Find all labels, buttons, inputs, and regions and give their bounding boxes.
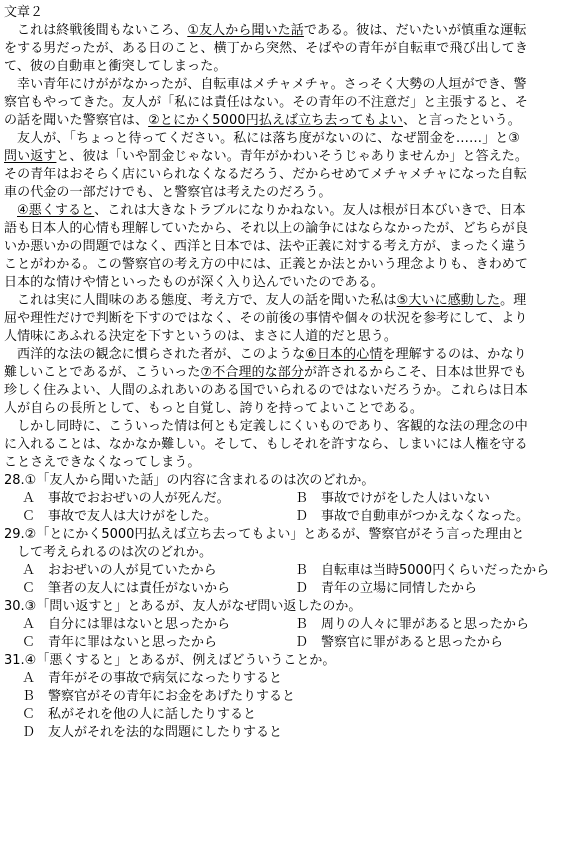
text-line: ことがわかる。この警察官の考え方の中には、正義とか法とかいう理念よりも、きわめて [4,257,529,272]
option-b[interactable]: Ｂ 自転車は当時5000円くらいだったから [295,563,550,578]
passage-paragraph-7 [4,418,572,472]
option-a[interactable]: Ａ おおぜいの人が見ていたから [22,563,217,578]
text-line: 察官もやってきた。友人が「私には責任はない。その青年の不注意だ」と主張すると、そ [4,95,529,110]
text-span: と、彼は「いや罰金じゃない。青年がかわいそうじゃありませんか」と答えた。 [56,149,529,164]
text-line: いか悪いかの問題ではなく、西洋と日本では、法や正義に対する考え方が、まったく違う [4,239,528,254]
question-28 [4,472,572,526]
option-d[interactable]: Ｄ 警察官に罪があると思ったから [295,635,504,650]
text-line: をする男だったが、ある日のこと、横丁から突然、そばやの青年が自転車で飛び出してき [4,41,529,56]
text-span: の話を聞いた警察官は、 [4,113,149,128]
text-span: が許されるからこそ、日本は世界でも [303,365,527,380]
option-c[interactable]: Ｃ 事故で友人は大けがをした。 [22,509,218,524]
text-line: 珍しく住みよい、人間のふれあいのある国でいられるのではないだろうか。これらは日本 [4,383,529,398]
question-stem-continued: して考えられるのは次のどれか。 [17,545,213,560]
option-a[interactable]: Ａ 青年がその事故で病気になったりすると [22,671,283,686]
text-span: これは実に人間味のある態度、考え方で、友人の話を聞いた私は [17,293,397,308]
option-row [4,616,572,634]
passage-paragraph-4 [4,202,572,292]
text-line: 車の代金の一部だけでも、と警察官は考えたのだろう。 [4,185,332,200]
underlined-ref-5: ⑤大いに感動した [396,293,501,308]
text-line: ことさえできなくなってしまう。 [4,455,201,470]
text-line [4,112,572,130]
text-line: 友人が、「ちょっと待ってください。私には落ち度がないのに、なぜ罰金を……」と③ [17,131,521,146]
option-row [4,580,572,598]
text-span: を理解するのは、かなり [382,347,527,362]
underlined-ref-7: ⑦不合理的な部分 [200,365,304,380]
text-line: しかし同時に、こういった情は何とも定義しにくいものであり、客観的な法の理念の中 [17,419,528,434]
option-row [4,634,572,652]
text-line: に入れることは、なかなか難しい。そして、もしそれを許すなら、しまいには人権を守る [4,437,528,452]
passage-heading: 文章２ [4,5,44,20]
option-c[interactable]: Ｃ 私がそれを他の人に話したりすると [22,707,257,722]
option-a[interactable]: Ａ 事故でおおぜいの人が死んだ。 [22,491,230,506]
passage-paragraph-2 [4,76,572,130]
text-span: である。彼は、だいたいが慎重な運転 [303,23,527,38]
underlined-ref-6: ⑥日本的心情 [305,347,383,362]
text-line [4,202,572,220]
question-stem: 31.④「悪くすると」とあるが、例えばどういうことか。 [4,653,336,668]
question-30 [4,598,572,652]
option-d[interactable]: Ｄ 事故で自動車がつかえなくなった。 [295,509,530,524]
text-line [4,364,572,382]
question-stem: 28.①「友人から聞いた話」の内容に含まれるのは次のどれか。 [4,473,375,488]
option-d[interactable]: Ｄ 友人がそれを法的な問題にしたりすると [22,725,283,740]
text-line [4,292,572,310]
passage-paragraph-1 [4,22,572,76]
text-line [4,346,572,364]
text-line: 日本的な情けや情といったものが深く入り込んでいたのである。 [4,275,384,290]
text-span: 、これは大きなトラブルになりかねない。友人は根が日本びいきで、日本 [94,203,526,218]
option-row [4,562,572,580]
text-line: 幸い青年にけががなかったが、自転車はメチャメチャ。さっそく大勢の人垣ができ、警 [17,77,527,92]
text-line: その青年はおそらく店にいられなくなるだろう、だからせめてメチャメチャになった自転 [4,167,527,182]
passage-paragraph-5 [4,292,572,346]
passage-paragraph-3 [4,130,572,202]
option-row [4,490,572,508]
question-stem: 29.②「とにかく5000円払えば立ち去ってもよい」とあるが、警察官がそう言った理由と [4,527,525,542]
option-row [4,508,572,526]
option-c[interactable]: Ｃ 青年に罪はないと思ったから [22,635,218,650]
text-span: 難しいことであるが、こういった [4,365,201,380]
option-b[interactable]: Ｂ 周りの人々に罪があると思ったから [295,617,530,632]
question-29 [4,526,572,598]
passage-paragraph-6 [4,346,572,418]
text-line: て、彼の自動車と衝突してしまった。 [4,59,227,74]
option-b[interactable]: Ｂ 事故でけがをした人はいない [295,491,491,506]
text-line [4,148,572,166]
text-span: これは終戦後間もないころ、 [17,23,188,38]
text-span: 、と言ったという。 [402,113,521,128]
text-line: 人が自らの長所として、もっと自覚し、誇りを持ってよいことである。 [4,401,423,416]
question-stem: 30.③「問い返すと」とあるが、友人がなぜ問い返したのか。 [4,599,362,614]
text-line [4,22,572,40]
underlined-ref-3: 問い返す [4,149,57,164]
text-line: 屈や理性だけで判断を下すのではなく、その前後の事情や個々の状況を参考にして、より [4,311,528,326]
option-c[interactable]: Ｃ 筆者の友人には責任がないから [22,581,231,596]
option-d[interactable]: Ｄ 青年の立場に同情したから [295,581,478,596]
text-span: 西洋的な法の観念に慣らされた者が、このような [17,347,306,362]
question-31 [4,652,572,742]
underlined-ref-4: ④悪くすると [17,203,95,218]
underlined-ref-1: ①友人から聞いた話 [187,23,304,38]
text-span: 。理 [500,293,527,308]
option-a[interactable]: Ａ 自分には罪はないと思ったから [22,617,231,632]
option-b[interactable]: Ｂ 警察官がその青年にお金をあげたりすると [22,689,296,704]
text-line: 語も日本人的心情も理解していたから、それ以上の論争にはならなかったが、どちらが良 [4,221,529,236]
text-line: 人情味にあふれる決定を下すというのは、まさに人道的だと思う。 [4,329,398,344]
underlined-ref-2: ②とにかく5000円払えば立ち去ってもよい [148,113,403,128]
